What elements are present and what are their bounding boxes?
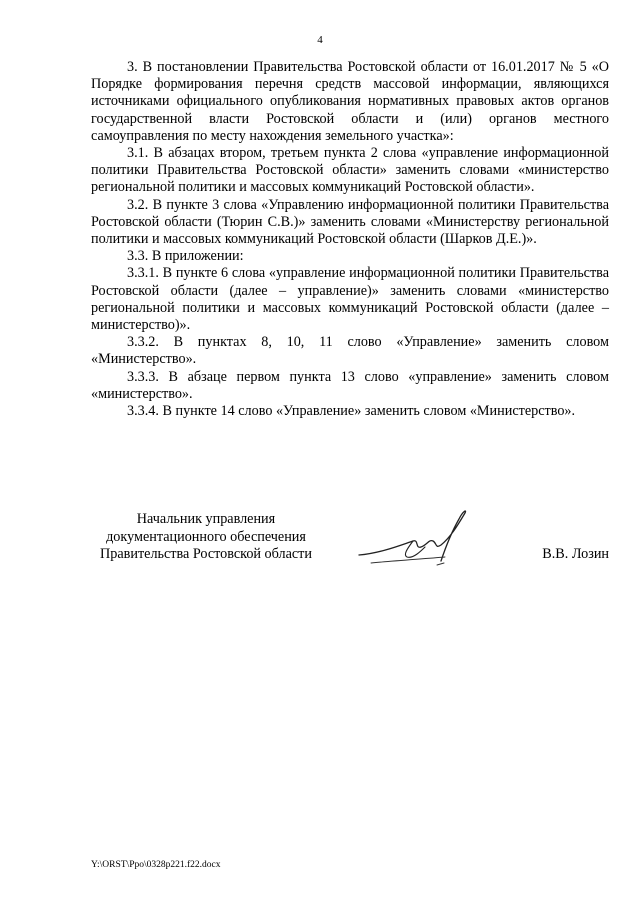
paragraph-item-3-2: 3.2. В пункте 3 слова «Управлению информационной политики Правительства Ростовской области (Тюрин С.В.)» заменить словами «Министерству региональной политики и массовых коммуникаций Ростовской области (Шарков Д.Е.)».: [91, 196, 609, 248]
signatory-name: В.В. Лозин: [542, 546, 609, 562]
handwritten-signature: [341, 505, 481, 575]
paragraph-item-3-1: 3.1. В абзацах втором, третьем пункта 2 слова «управление информационной политики Правительства Ростовской области» заменить словами «министерство региональной политики и массовых коммуникаций Ростовской области».: [91, 145, 609, 196]
page-number: 4: [317, 34, 323, 46]
paragraph-item-3: 3. В постановлении Правительства Ростовской области от 16.01.2017 № 5 «О Порядке формирования перечня средств массовой информации, являющихся источниками официального опубликования нормативных правовых актов органов государственной власти Ростовской области и (или) органов местного самоуправления по месту нахождения земельного участка»:: [91, 59, 609, 144]
paragraph-item-3-3-4: 3.3.4. В пункте 14 слово «Управление» заменить словом «Министерство».: [127, 403, 576, 420]
paragraph-item-3-3-2: 3.3.2. В пунктах 8, 10, 11 слово «Управление» заменить словом «Министерство».: [91, 334, 609, 368]
signatory-title-line-2: документационного обеспечения: [106, 528, 306, 545]
signatory-title: [91, 511, 321, 564]
signatory-title-line-1: Начальник управления: [136, 511, 276, 527]
paragraph-item-3-3: 3.3. В приложении:: [127, 248, 244, 265]
paragraph-item-3-3-1: 3.3.1. В пункте 6 слова «управление информационной политики Правительства Ростовской области (далее – управление)» заменить словами «министерство региональной политики и массовых коммуникаций Ростовской области (далее – министерство)».: [91, 265, 609, 334]
file-path: Y:\ORST\Ppo\0328p221.f22.docx: [91, 860, 221, 870]
paragraph-item-3-3-3: 3.3.3. В абзаце первом пункта 13 слово «управление» заменить словом «министерство».: [91, 368, 609, 402]
document-body: [91, 59, 609, 420]
signature-block: [91, 511, 609, 581]
signatory-title-line-3: Правительства Ростовской области: [100, 546, 312, 563]
